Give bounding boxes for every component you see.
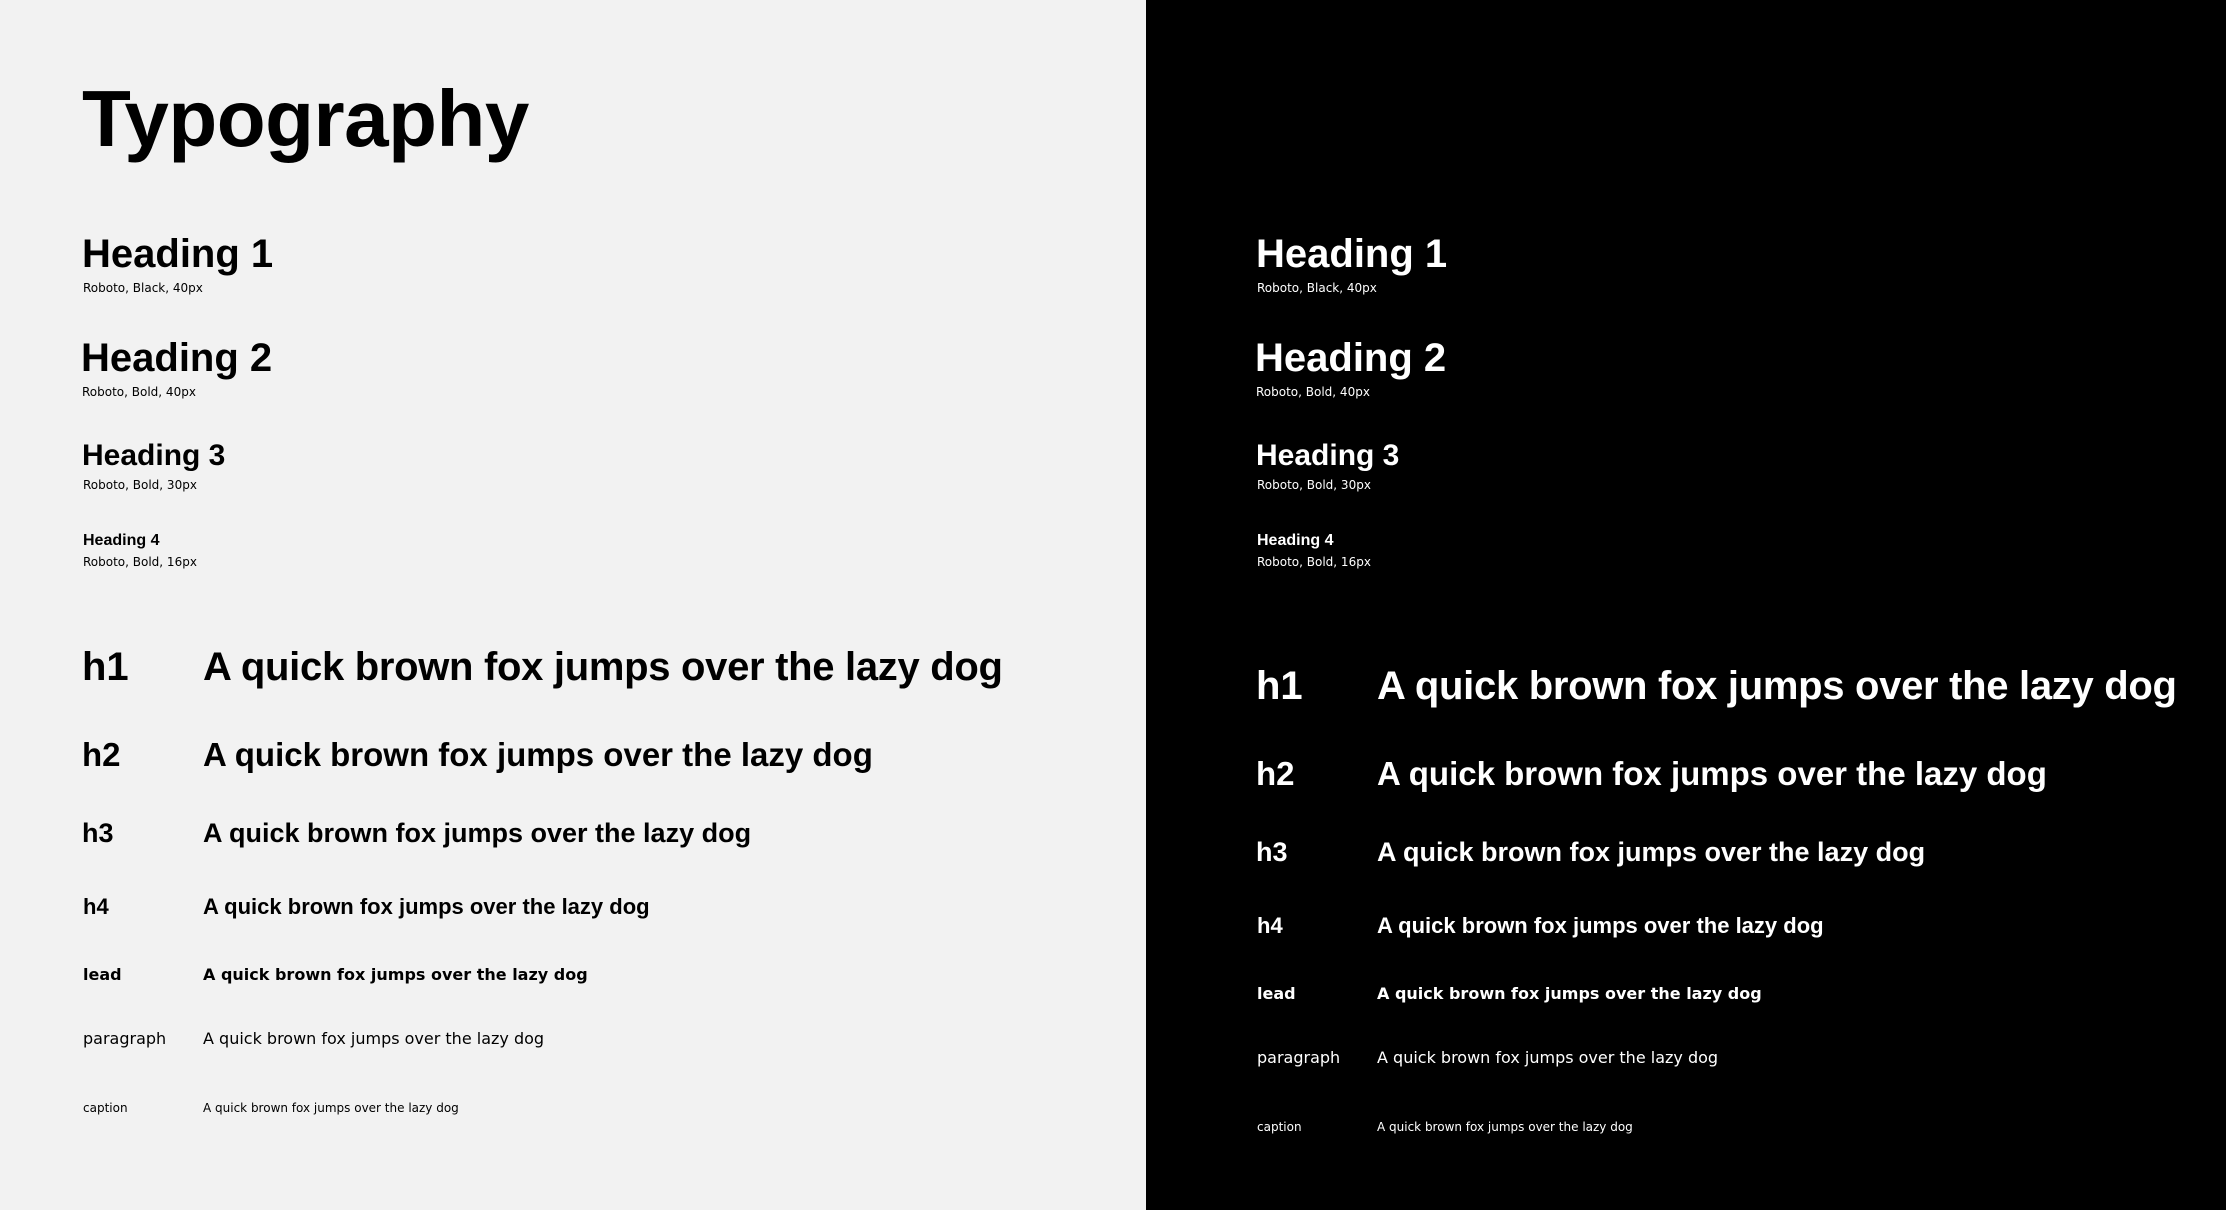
paragraph-tag-label: paragraph bbox=[83, 1029, 167, 1048]
heading-3-spec: Roboto, Bold, 30px bbox=[1257, 478, 1371, 492]
h4-tag-label: h4 bbox=[83, 894, 109, 919]
h3-tag-label: h3 bbox=[82, 818, 114, 848]
heading-4-label: Heading 4 bbox=[83, 532, 160, 549]
h1-sample-text: A quick brown fox jumps over the lazy dog bbox=[1377, 664, 2177, 708]
page-title: Typography bbox=[82, 74, 529, 163]
caption-sample-text: A quick brown fox jumps over the lazy dog bbox=[1377, 1120, 1633, 1134]
h1-tag-label: h1 bbox=[82, 645, 129, 689]
h4-tag-label: h4 bbox=[1257, 913, 1283, 938]
heading-3-label: Heading 3 bbox=[1256, 439, 1400, 472]
caption-sample-text: A quick brown fox jumps over the lazy dog bbox=[203, 1101, 459, 1115]
h3-sample-text: A quick brown fox jumps over the lazy dog bbox=[1377, 837, 1926, 867]
h1-tag-label: h1 bbox=[1256, 664, 1303, 708]
heading-4-label: Heading 4 bbox=[1257, 532, 1334, 549]
heading-2-label: Heading 2 bbox=[81, 336, 273, 380]
paragraph-sample-text: A quick brown fox jumps over the lazy dog bbox=[203, 1029, 545, 1048]
heading-2-label: Heading 2 bbox=[1255, 336, 1447, 380]
h2-tag-label: h2 bbox=[82, 736, 121, 773]
heading-1-label: Heading 1 bbox=[82, 232, 274, 276]
lead-sample-text: A quick brown fox jumps over the lazy dog bbox=[203, 965, 588, 984]
h3-sample-text: A quick brown fox jumps over the lazy dog bbox=[203, 818, 752, 848]
h4-sample-text: A quick brown fox jumps over the lazy dog bbox=[1377, 913, 1824, 938]
heading-1-spec: Roboto, Black, 40px bbox=[1257, 281, 1377, 295]
h3-tag-label: h3 bbox=[1256, 837, 1288, 867]
paragraph-tag-label: paragraph bbox=[1257, 1048, 1341, 1067]
heading-1-label: Heading 1 bbox=[1256, 232, 1448, 276]
caption-tag-label: caption bbox=[1257, 1120, 1302, 1134]
heading-3-spec: Roboto, Bold, 30px bbox=[83, 478, 197, 492]
lead-tag-label: lead bbox=[83, 965, 122, 984]
lead-sample-text: A quick brown fox jumps over the lazy dog bbox=[1377, 984, 1762, 1003]
h2-sample-text: A quick brown fox jumps over the lazy dog bbox=[1377, 755, 2047, 792]
h4-sample-text: A quick brown fox jumps over the lazy dog bbox=[203, 894, 650, 919]
h2-sample-text: A quick brown fox jumps over the lazy dog bbox=[203, 736, 873, 773]
heading-2-spec: Roboto, Bold, 40px bbox=[1256, 385, 1370, 399]
lead-tag-label: lead bbox=[1257, 984, 1296, 1003]
h1-sample-text: A quick brown fox jumps over the lazy dog bbox=[203, 645, 1003, 689]
h2-tag-label: h2 bbox=[1256, 755, 1295, 792]
heading-4-spec: Roboto, Bold, 16px bbox=[1257, 555, 1371, 569]
heading-1-spec: Roboto, Black, 40px bbox=[83, 281, 203, 295]
caption-tag-label: caption bbox=[83, 1101, 128, 1115]
heading-4-spec: Roboto, Bold, 16px bbox=[83, 555, 197, 569]
heading-3-label: Heading 3 bbox=[82, 439, 226, 472]
paragraph-sample-text: A quick brown fox jumps over the lazy dog bbox=[1377, 1048, 1719, 1067]
dark-theme-panel bbox=[1146, 0, 2226, 1210]
heading-2-spec: Roboto, Bold, 40px bbox=[82, 385, 196, 399]
